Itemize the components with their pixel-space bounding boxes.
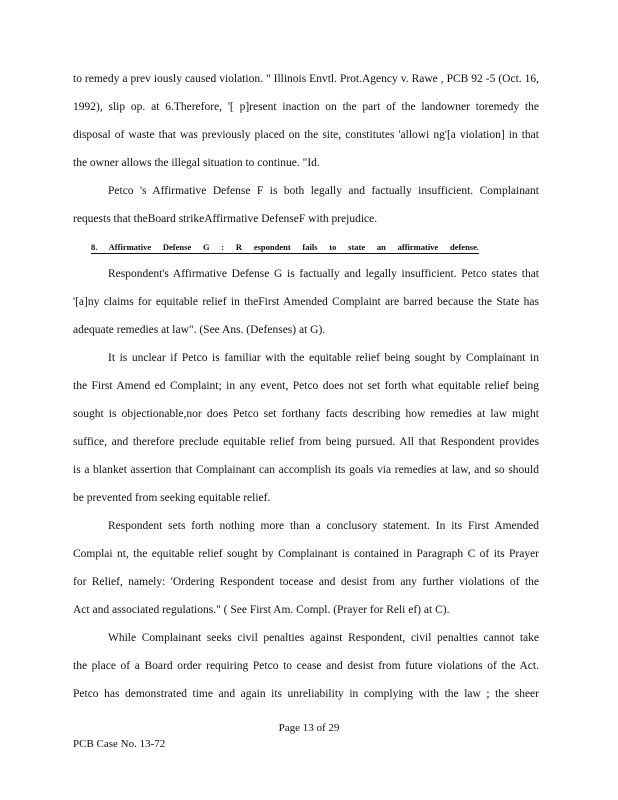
text-line: for Relief, namely: 'Ordering Respondent tocease and desist from any further violations of the [73, 576, 539, 588]
text-line: requests that theBoard strikeAffirmative DefenseF with prejudice. [73, 213, 378, 225]
text-line: While Complainant seeks civil penalties against Respondent, civil penalties cannot take [108, 632, 539, 644]
text-line: Petco 's Affirmative Defense F is both legally and factually insufficient. Complainant [108, 185, 539, 197]
text-line: to remedy a prev iously caused violation. " Illinois Envtl. Prot.Agency v. Rawe , PCB 92 -5 (Oct. 16, [73, 73, 539, 85]
text-line: Act and associated regulations." ( See First Am. Compl. (Prayer for Reli ef) at C). [73, 604, 450, 616]
text-line: the owner allows the illegal situation to continue. "Id. [73, 157, 320, 169]
text-line: It is unclear if Petco is familiar with the equitable relief being sought by Complainant in [108, 352, 539, 364]
text-line: Petco has demonstrated time and again its unreliability in complying with the law ; the sheer [73, 688, 539, 700]
text-line: sought is objectionable,nor does Petco set forthany facts describing how remedies at law might [73, 408, 539, 420]
text-line: '[a]ny claims for equitable relief in theFirst Amended Complaint are barred because the State has [73, 296, 539, 308]
text-line: suffice, and therefore preclude equitable relief from being pursued. All that Respondent provides [73, 436, 539, 448]
text-line: Complai nt, the equitable relief sought by Complainant is contained in Paragraph C of its Prayer [73, 548, 539, 560]
text-line: the place of a Board order requiring Petco to cease and desist from future violations of the Act. [73, 660, 539, 672]
page-number: Page 13 of 29 [278, 722, 340, 734]
text-line: Respondent sets forth nothing more than a conclusory statement. In its First Amended [108, 520, 539, 532]
text-line: Respondent's Affirmative Defense G is factually and legally insufficient. Petco states that [108, 268, 539, 280]
text-line: the First Amend ed Complaint; in any event, Petco does not set forth what equitable relief being [73, 380, 539, 392]
text-line: adequate remedies at law". (See Ans. (Defenses) at G). [73, 324, 326, 336]
text-line: be prevented from seeking equitable relief. [73, 492, 271, 504]
text-line: 1992), slip op. at 6.Therefore, '[ p]resent inaction on the part of the landowner toremedy the [73, 101, 539, 113]
section-heading: 8. Affirmative Defense G : R espondent fails to state an affirmative defense. [91, 242, 479, 252]
text-line: disposal of waste that was previously placed on the site, constitutes 'allowi ng'[a violation] in that [73, 129, 539, 141]
case-number: PCB Case No. 13-72 [73, 738, 166, 750]
text-line: is a blanket assertion that Complainant can accomplish its goals via remedies at law, and so should [73, 464, 539, 476]
